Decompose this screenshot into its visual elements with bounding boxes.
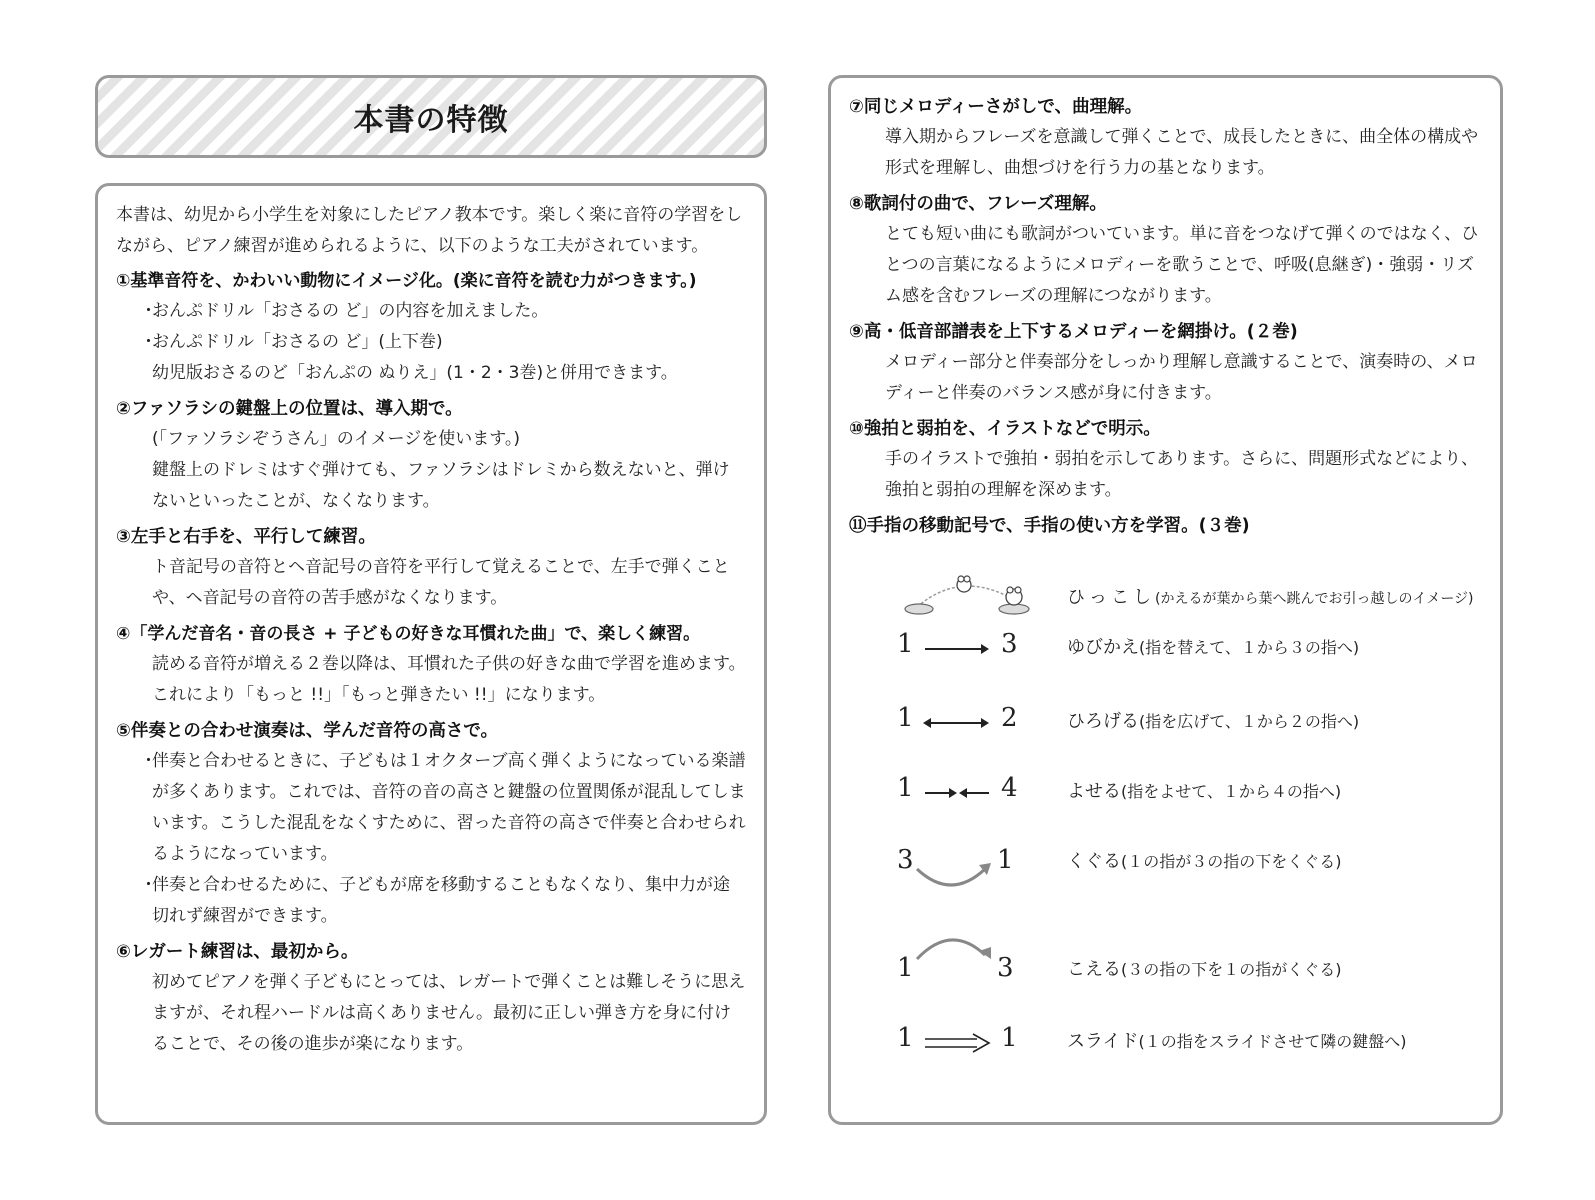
- feature-body: メロディー部分と伴奏部分をしっかり理解し意識することで、演奏時の、メロディーと伴奏のバランス感が身に付きます。: [885, 352, 1478, 403]
- feature-body: 初めてピアノを弾く子どもにとっては、レガートで弾くことは難しそうに思えますが、それ程ハードルは高くありません。最初に正しい弾き方を身に付けることで、その後の進歩が楽になります。: [152, 972, 746, 1054]
- bullet-text: 伴奏と合わせるために、子どもが席を移動することもなくなり、集中力が途切れず練習ができます。: [152, 875, 730, 926]
- fingering-name: スライド: [1067, 1031, 1139, 1052]
- feature-body: 鍵盤上のドレミはすぐ弾けても、ファソラシはドレミから数えないと、弾けないといったことが、なくなります。: [152, 460, 730, 511]
- fingering-label: [1067, 707, 1359, 733]
- feature-3: [116, 522, 746, 614]
- fingering-row-koeru: [849, 925, 1489, 995]
- fingering-name: くぐる: [1067, 851, 1121, 872]
- curve-under-icon: [913, 855, 1003, 905]
- double-arrow-icon: [923, 1033, 993, 1053]
- bullet-text: 伴奏と合わせるときに、子どもは１オクターブ高く弾くようになっている楽譜が多くあります。これでは、音符の音の高さと鍵盤の位置関係が混乱してしまいます。こうした混乱をなくすために、習った音符の高さで伴奏と合わせられるようになっています。: [152, 751, 746, 864]
- feature-body: ト音記号の音符とヘ音記号の音符を平行して覚えることで、左手で弾くことや、ヘ音記号の音符の苦手感がなくなります。: [152, 557, 730, 608]
- to-finger: 3: [997, 953, 1014, 983]
- from-finger: 1: [897, 703, 914, 733]
- feature-6: [116, 937, 746, 1060]
- bullet-item: ・伴奏と合わせるときに、子どもは１オクターブ高く弾くようになっている楽譜が多くあります。これでは、音符の音の高さと鍵盤の位置関係が混乱してしまいます。こうした混乱をなくすために、習った音符の高さで伴奏と合わせられるようになっています。: [140, 751, 746, 864]
- fingering-legend: [849, 555, 1482, 1075]
- feature-title: ③左手と右手を、平行して練習。: [116, 527, 376, 547]
- fingering-name: ひっこし: [1067, 587, 1155, 608]
- page-title: 本書の特徴: [353, 102, 509, 138]
- from-finger: 1: [897, 953, 914, 983]
- feature-7: [849, 92, 1482, 184]
- to-finger: 2: [1001, 703, 1018, 733]
- intro-text: 本書は、幼児から小学生を対象にしたピアノ教本です。楽しく楽に音符の学習をしながら、ピアノ練習が進められるように、以下のような工夫がされています。: [116, 205, 743, 256]
- bullet-item: ・おんぷドリル「おさるの ど」の内容を加えました。: [140, 301, 549, 321]
- arrow-right-icon: [923, 639, 993, 659]
- bullet-item: ・伴奏と合わせるために、子どもが席を移動することもなくなり、集中力が途切れず練習ができます。: [140, 875, 730, 926]
- fingering-note: (かえるが葉から葉へ跳んでお引っ越しのイメージ): [1155, 591, 1474, 607]
- feature-body: 手のイラストで強拍・弱拍を示してあります。さらに、問題形式などにより、強拍と弱拍の理解を深めます。: [885, 449, 1479, 500]
- feature-body: (「ファソラシぞうさん」のイメージを使います。): [152, 429, 521, 449]
- arrows-inward-icon: [923, 783, 993, 803]
- fingering-label: [1067, 633, 1359, 659]
- feature-title: ⑤伴奏との合わせ演奏は、学んだ音符の高さで。: [116, 721, 498, 741]
- fingering-label: [1067, 583, 1474, 609]
- feature-title: ⑩強拍と弱拍を、イラストなどで明示。: [849, 419, 1161, 439]
- to-finger: 3: [1001, 629, 1018, 659]
- fingering-name: ゆびかえ: [1067, 637, 1139, 658]
- feature-10: [849, 414, 1482, 506]
- features-panel-left: [95, 183, 767, 1125]
- bullet-text: おんぷドリル「おさるの ど」(上下巻): [152, 332, 443, 352]
- fingering-note: (３の指の下を１の指がくぐる): [1121, 960, 1342, 979]
- fingering-note: (指をよせて、１から４の指へ): [1121, 782, 1342, 801]
- fingering-name: よせる: [1067, 781, 1121, 802]
- feature-1: [116, 266, 746, 389]
- bullet-text: おんぷドリル「おさるの ど」の内容を加えました。: [152, 301, 549, 321]
- fingering-row-slide: [849, 1021, 1489, 1061]
- to-finger: 1: [997, 845, 1014, 875]
- fingering-row-yubikae: [849, 627, 1489, 667]
- fingering-note: (１の指をスライドさせて隣の鍵盤へ): [1138, 1032, 1407, 1051]
- from-finger: 1: [897, 1023, 914, 1053]
- feature-9: [849, 317, 1482, 409]
- feature-body: とても短い曲にも歌詞がついています。単に音をつなげて弾くのではなく、ひとつの言葉になるようにメロディーを歌うことで、呼吸(息継ぎ)・強弱・リズム感を含むフレーズの理解につながります。: [885, 224, 1479, 306]
- fingering-note: (１の指が３の指の下をくぐる): [1121, 852, 1342, 871]
- feature-title: ④「学んだ音名・音の長さ + 子どもの好きな耳慣れた曲」で、楽しく練習。: [116, 624, 701, 644]
- page-title-box: [95, 75, 767, 158]
- feature-title: ①基準音符を、かわいい動物にイメージ化。(楽に音符を読む力がつきます。): [116, 271, 697, 291]
- from-finger: 3: [897, 845, 914, 875]
- fingering-row-hikkoshi: [849, 573, 1489, 623]
- fingering-note: (指を替えて、１から３の指へ): [1139, 638, 1360, 657]
- features-panel-right: [828, 75, 1503, 1125]
- from-finger: 1: [897, 773, 914, 803]
- bullet-item: ・おんぷドリル「おさるの ど」(上下巻): [140, 332, 443, 352]
- feature-8: [849, 189, 1482, 312]
- fingering-name: こえる: [1067, 959, 1121, 980]
- feature-title: ⑨高・低音部譜表を上下するメロディーを網掛け。(２巻): [849, 322, 1298, 342]
- feature-4: [116, 619, 746, 711]
- fingering-label: [1067, 955, 1342, 981]
- to-finger: 1: [1001, 1023, 1018, 1053]
- fingering-label: [1067, 777, 1341, 803]
- fingering-row-yoseru: [849, 771, 1489, 811]
- arrow-both-icon: [923, 713, 993, 733]
- feature-title: ②ファソラシの鍵盤上の位置は、導入期で。: [116, 399, 463, 419]
- feature-title: ⑧歌詞付の曲で、フレーズ理解。: [849, 194, 1107, 214]
- feature-body: 導入期からフレーズを意識して弾くことで、成長したときに、曲全体の構成や形式を理解し、曲想づけを行う力の基となります。: [885, 127, 1479, 178]
- feature-2: [116, 394, 746, 517]
- feature-body: 読める音符が増える２巻以降は、耳慣れた子供の好きな曲で学習を進めます。これにより「もっと !!」「もっと弾きたい !!」になります。: [152, 654, 746, 705]
- to-finger: 4: [1001, 773, 1018, 803]
- fingering-row-kuguru: [849, 845, 1489, 905]
- fingering-label: [1067, 847, 1342, 873]
- fingering-name: ひろげる: [1067, 711, 1139, 732]
- feature-title: ⑦同じメロディーさがしで、曲理解。: [849, 97, 1143, 117]
- feature-body: 幼児版おさるのど「おんぷの ぬりえ」(1・2・3巻)と併用できます。: [152, 363, 678, 383]
- from-finger: 1: [897, 629, 914, 659]
- fingering-row-hirogeru: [849, 701, 1489, 741]
- feature-title: ⑪手指の移動記号で、手指の使い方を学習。(３巻): [849, 516, 1250, 536]
- feature-title: ⑥レガート練習は、最初から。: [116, 942, 359, 962]
- curve-over-icon: [913, 925, 1003, 965]
- fingering-note: (指を広げて、１から２の指へ): [1139, 712, 1360, 731]
- feature-11: [849, 511, 1482, 541]
- feature-5: [116, 716, 746, 932]
- fingering-label: [1067, 1027, 1406, 1053]
- frog-jump-icon: [899, 573, 1059, 623]
